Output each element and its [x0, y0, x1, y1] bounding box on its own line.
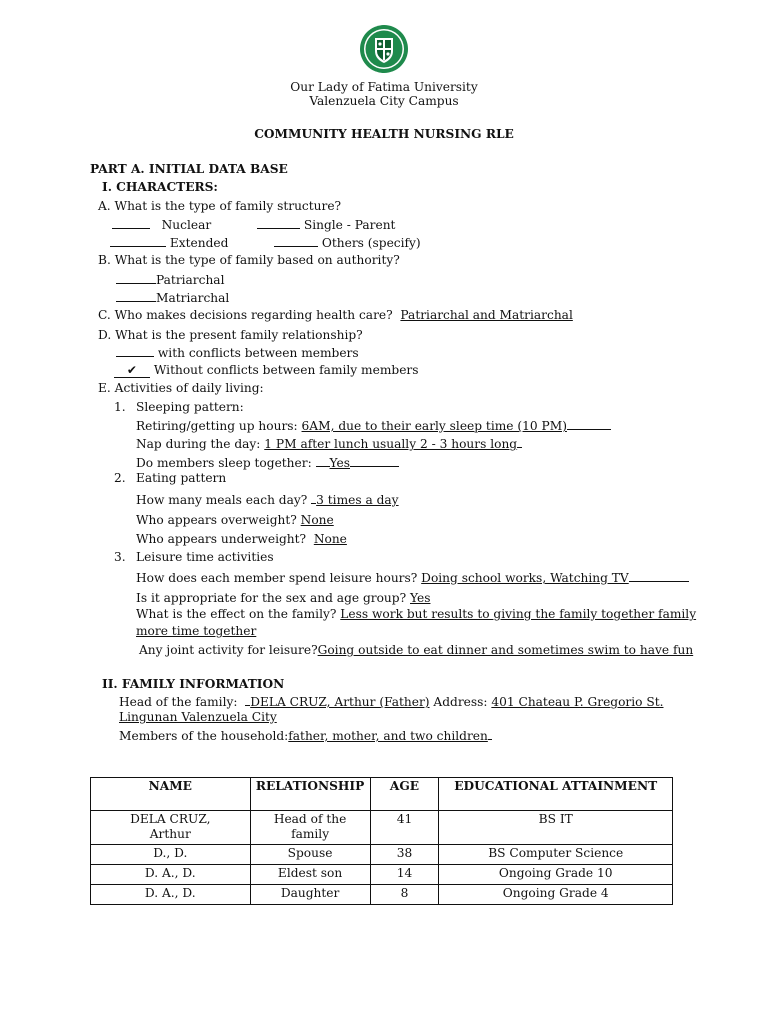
effect-answer-line1: Less work but results to giving the family together family [340, 607, 697, 621]
answer-blank [110, 235, 166, 247]
answer-blank [316, 455, 330, 467]
question-b: B. What is the type of family based on authority? [98, 253, 400, 267]
cell-name [91, 811, 251, 845]
table-row [91, 885, 673, 905]
cell-name-line: Arthur [149, 827, 191, 841]
answer-blank [257, 217, 300, 229]
family-info-title: II. FAMILY INFORMATION [102, 677, 285, 691]
question-c-answer: Patriarchal and Matriarchal [400, 308, 573, 322]
option-others-label: Others (specify) [321, 236, 421, 250]
answer-blank [274, 235, 318, 247]
effect-row [136, 607, 696, 622]
header-name: NAME [91, 778, 251, 811]
cell-name: D. A., D. [91, 885, 251, 905]
answer-blank [488, 728, 492, 740]
university-name: Our Lady of Fatima University [290, 80, 478, 94]
course-title: COMMUNITY HEALTH NURSING RLE [254, 127, 514, 141]
question-c [98, 308, 573, 323]
question-a: A. What is the type of family structure? [98, 199, 342, 213]
question-d: D. What is the present family relationship? [98, 328, 363, 342]
cell-age: 41 [370, 811, 439, 845]
sleeping-number: 1. [114, 400, 126, 414]
cell-age: 38 [370, 845, 439, 865]
header-education: EDUCATIONAL ATTAINMENT [439, 778, 673, 811]
question-c-label: C. Who makes decisions regarding health care? [98, 308, 393, 322]
answer-blank [629, 570, 689, 582]
nap-label: Nap during the day: [136, 437, 261, 451]
header-age: AGE [370, 778, 439, 811]
leisure-title: Leisure time activities [136, 550, 274, 564]
option-matriarchal-label: Matriarchal [156, 291, 230, 305]
sleep-together-row [136, 455, 399, 471]
answer-blank [112, 217, 150, 229]
leisure-spend-answer: Doing school works, Watching TV [421, 571, 629, 585]
sleep-together-answer: Yes [329, 456, 350, 470]
eating-number: 2. [114, 471, 126, 485]
cell-name: D., D. [91, 845, 251, 865]
eating-title: Eating pattern [136, 471, 227, 485]
appropriate-row [136, 591, 430, 606]
answer-blank [116, 272, 156, 284]
cell-age: 14 [370, 865, 439, 885]
appropriate-answer: Yes [410, 591, 431, 605]
answer-blank [116, 345, 154, 357]
cell-name: D. A., D. [91, 865, 251, 885]
members-row [119, 728, 492, 744]
option-others [274, 235, 421, 251]
address-label: Address: [433, 695, 488, 709]
sleep-together-label: Do members sleep together: [136, 456, 312, 470]
sleeping-title: Sleeping pattern: [136, 400, 244, 414]
section-characters-title: I. CHARACTERS: [102, 180, 218, 194]
cell-age: 8 [370, 885, 439, 905]
effect-answer-line2: more time together [136, 624, 257, 638]
underweight-answer: None [313, 532, 347, 546]
cell-education: Ongoing Grade 4 [439, 885, 673, 905]
overweight-row [136, 513, 334, 528]
part-a-title: PART A. INITIAL DATA BASE [90, 162, 288, 176]
answer-blank [567, 418, 611, 430]
cell-education: BS IT [439, 811, 673, 845]
leisure-spend-row [136, 570, 689, 586]
option-nuclear [112, 217, 211, 233]
household-table [90, 777, 673, 905]
meals-answer: 3 times a day [316, 493, 399, 507]
address-line2: Lingunan Valenzuela City [119, 710, 277, 724]
option-extended [110, 235, 228, 251]
table-header-row [91, 778, 673, 811]
question-e: E. Activities of daily living: [98, 381, 264, 395]
underweight-label: Who appears underweight? [136, 532, 307, 546]
cell-relationship: Daughter [250, 885, 370, 905]
joint-activity-answer: Going outside to eat dinner and sometimes swim to have fun [317, 643, 694, 657]
cell-relationship [250, 811, 370, 845]
cell-education: BS Computer Science [439, 845, 673, 865]
leisure-spend-label: How does each member spend leisure hours? [136, 571, 418, 585]
head-of-family-answer: DELA CRUZ, Arthur (Father) [250, 695, 430, 709]
option-with-conflicts-label: with conflicts between members [157, 346, 359, 360]
option-single-parent-label: Single - Parent [303, 218, 396, 232]
table-row [91, 865, 673, 885]
option-patriarchal-label: Patriarchal [156, 273, 225, 287]
cell-relationship: Eldest son [250, 865, 370, 885]
answer-blank [517, 436, 522, 448]
head-of-family-label: Head of the family: [119, 695, 238, 709]
joint-activity-row [139, 643, 693, 658]
answer-blank [350, 455, 399, 467]
option-extended-label: Extended [169, 236, 229, 250]
nap-row [136, 436, 522, 452]
option-nuclear-label: Nuclear [161, 218, 212, 232]
cell-education: Ongoing Grade 10 [439, 865, 673, 885]
header-relationship: RELATIONSHIP [250, 778, 370, 811]
appropriate-label: Is it appropriate for the sex and age group? [136, 591, 407, 605]
cell-name-line: DELA CRUZ, [130, 812, 211, 826]
overweight-answer: None [300, 513, 334, 527]
joint-activity-label: Any joint activity for leisure? [139, 643, 318, 657]
effect-label: What is the effect on the family? [136, 607, 337, 621]
option-matriarchal [116, 290, 229, 306]
table-row [91, 845, 673, 865]
members-label: Members of the household: [119, 729, 289, 743]
cell-relationship-line: Head of the [273, 812, 347, 826]
table-row [91, 811, 673, 845]
retiring-answer: 6AM, due to their early sleep time (10 PM) [301, 419, 567, 433]
option-without-conflicts [114, 363, 418, 378]
check-mark-icon: ✔ [114, 363, 150, 378]
members-answer: father, mother, and two children [288, 729, 488, 743]
retiring-label: Retiring/getting up hours: [136, 419, 298, 433]
option-with-conflicts [116, 345, 359, 361]
campus-name: Valenzuela City Campus [309, 94, 459, 108]
cell-relationship-line: family [291, 827, 330, 841]
underweight-row [136, 532, 347, 547]
option-single-parent [257, 217, 395, 233]
leisure-number: 3. [114, 550, 126, 564]
meals-label: How many meals each day? [136, 493, 308, 507]
option-without-conflicts-label: Without conflicts between family members [153, 363, 419, 377]
overweight-label: Who appears overweight? [136, 513, 297, 527]
address-line1: 401 Chateau P. Gregorio St. [491, 695, 664, 709]
option-patriarchal [116, 272, 224, 288]
head-of-family-row [119, 694, 663, 710]
meals-row [136, 492, 399, 508]
retiring-row [136, 418, 611, 434]
cell-relationship: Spouse [250, 845, 370, 865]
nap-answer: 1 PM after lunch usually 2 - 3 hours long [264, 437, 518, 451]
university-seal-logo [359, 24, 409, 74]
answer-blank [116, 290, 156, 302]
